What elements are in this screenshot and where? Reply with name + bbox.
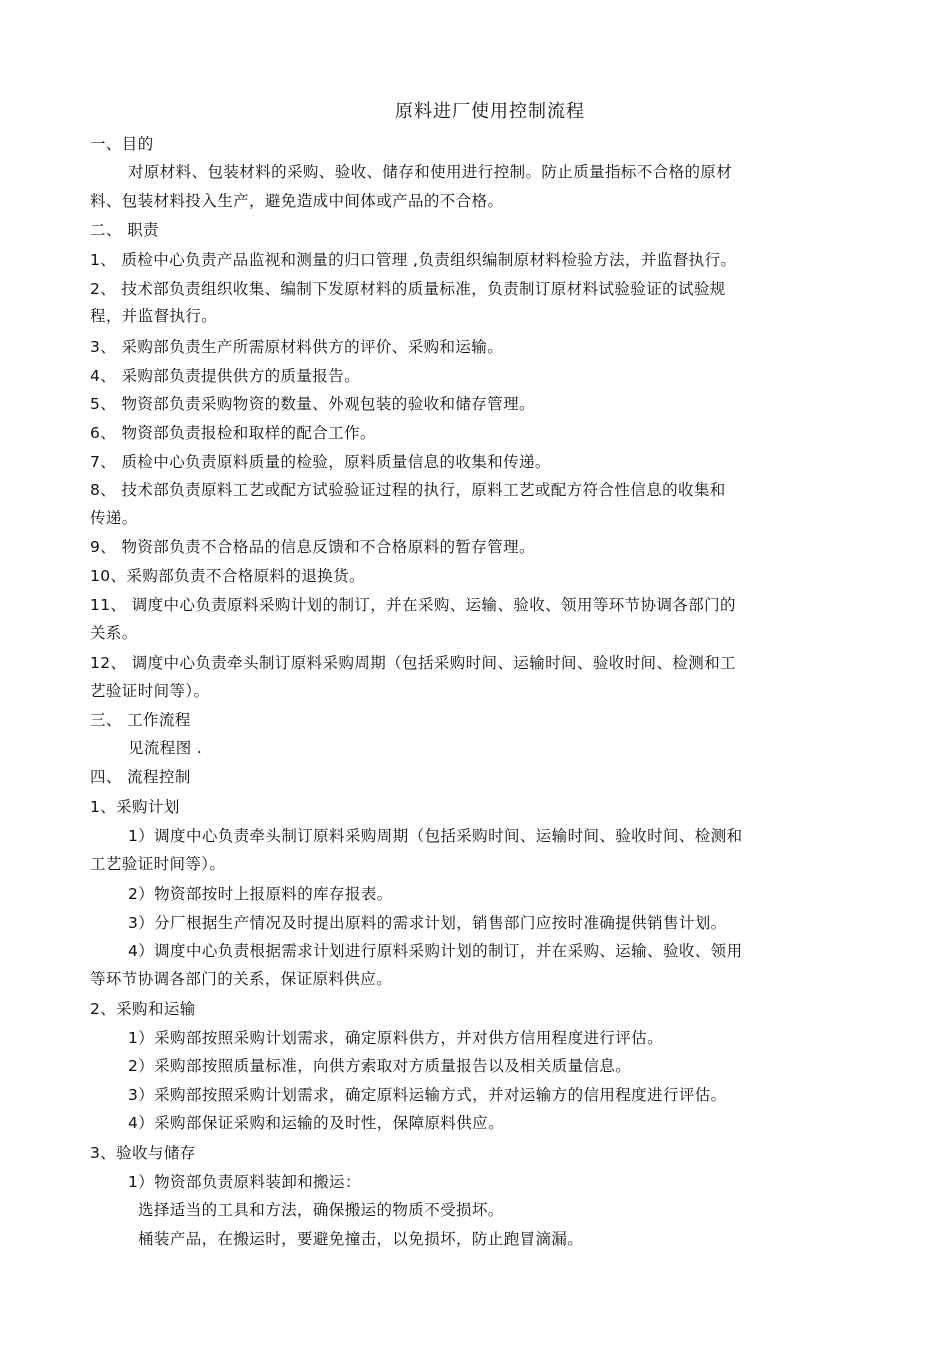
section-3-paragraph: 见流程图 . <box>128 739 203 757</box>
section-1-heading: 一、目的 <box>90 135 154 153</box>
duty-item-2-line-2: 程，并监督执行。 <box>90 307 218 325</box>
plan-item-1-line-1: 1）调度中心负责牵头制订原料采购周期（包括采购时间、运输时间、验收时间、检测和 <box>128 827 743 845</box>
duty-item-12-line-2: 艺验证时间等）。 <box>90 682 210 700</box>
document-title: 原料进厂使用控制流程 <box>395 101 585 122</box>
duty-item-11-line-2: 关系。 <box>90 624 138 642</box>
transport-item-1: 1）采购部按照采购计划需求，确定原料供方，并对供方信用程度进行评估。 <box>128 1029 663 1047</box>
transport-item-2: 2）采购部按照质量标准，向供方索取对方质量报告以及相关质量信息。 <box>128 1057 632 1075</box>
duty-item-4: 4、 采购部负责提供供方的质量报告。 <box>90 367 360 385</box>
duty-item-7: 7、 质检中心负责原料质量的检验，原料质量信息的收集和传递。 <box>90 453 551 471</box>
storage-item-1: 1）物资部负责原料装卸和搬运： <box>128 1173 361 1191</box>
duty-item-1: 1、 质检中心负责产品监视和测量的归口管理 ,负责组织编制原材料检验方法，并监督执行。 <box>90 251 737 269</box>
section-4-heading: 四、 流程控制 <box>90 768 191 786</box>
section-2-heading: 二、 职责 <box>90 221 159 239</box>
duty-item-8-line-1: 8、 技术部负责原料工艺或配方试验验证过程的执行，原料工艺或配方符合性信息的收集和 <box>90 481 726 499</box>
duty-item-11-line-1: 11、 调度中心负责原料采购计划的制订，并在采购、运输、验收、领用等环节协调各部门的 <box>90 596 736 614</box>
duty-item-2-line-1: 2、 技术部负责组织收集、编制下发原材料的质量标准，负责制订原材料试验验证的试验规 <box>90 280 726 298</box>
duty-item-6: 6、 物资部负责报检和取样的配合工作。 <box>90 424 376 442</box>
section-1-paragraph-line-1: 对原材料、包装材料的采购、验收、储存和使用进行控制。防止质量指标不合格的原材 <box>128 163 733 181</box>
plan-item-4-line-1: 4）调度中心负责根据需求计划进行原料采购计划的制订，并在采购、运输、验收、领用 <box>128 942 743 960</box>
duty-item-12-line-1: 12、 调度中心负责牵头制订原料采购周期（包括采购时间、运输时间、验收时间、检测和工 <box>90 654 736 672</box>
storage-item-1-point-1: 选择适当的工具和方法，确保搬运的物质不受损坏。 <box>138 1201 504 1219</box>
duty-item-3: 3、 采购部负责生产所需原材料供方的评价、采购和运输。 <box>90 338 504 356</box>
plan-item-3: 3）分厂根据生产情况及时提出原料的需求计划，销售部门应按时准确提供销售计划。 <box>128 914 727 932</box>
duty-item-9: 9、 物资部负责不合格品的信息反馈和不合格原料的暂存管理。 <box>90 538 535 556</box>
plan-item-2: 2）物资部按时上报原料的库存报表。 <box>128 885 393 903</box>
subsection-procurement-transport-heading: 2、采购和运输 <box>90 1000 196 1018</box>
plan-item-4-line-2: 等环节协调各部门的关系，保证原料供应。 <box>90 970 393 988</box>
subsection-acceptance-storage-heading: 3、验收与储存 <box>90 1144 196 1162</box>
duty-item-8-line-2: 传递。 <box>90 509 138 527</box>
section-3-heading: 三、 工作流程 <box>90 711 191 729</box>
section-1-paragraph-line-2: 料、包装材料投入生产，避免造成中间体或产品的不合格。 <box>90 192 504 210</box>
plan-item-1-line-2: 工艺验证时间等）。 <box>90 855 226 873</box>
duty-item-10: 10、采购部负责不合格原料的退换货。 <box>90 567 365 585</box>
duty-item-5: 5、 物资部负责采购物资的数量、外观包装的验收和储存管理。 <box>90 395 535 413</box>
transport-item-4: 4）采购部保证采购和运输的及时性，保障原料供应。 <box>128 1114 504 1132</box>
subsection-procurement-plan-heading: 1、采购计划 <box>90 798 180 816</box>
storage-item-1-point-2: 桶装产品，在搬运时，要避免撞击，以免损坏，防止跑冒滴漏。 <box>138 1230 584 1248</box>
transport-item-3: 3）采购部按照采购计划需求，确定原料运输方式，并对运输方的信用程度进行评估。 <box>128 1086 727 1104</box>
